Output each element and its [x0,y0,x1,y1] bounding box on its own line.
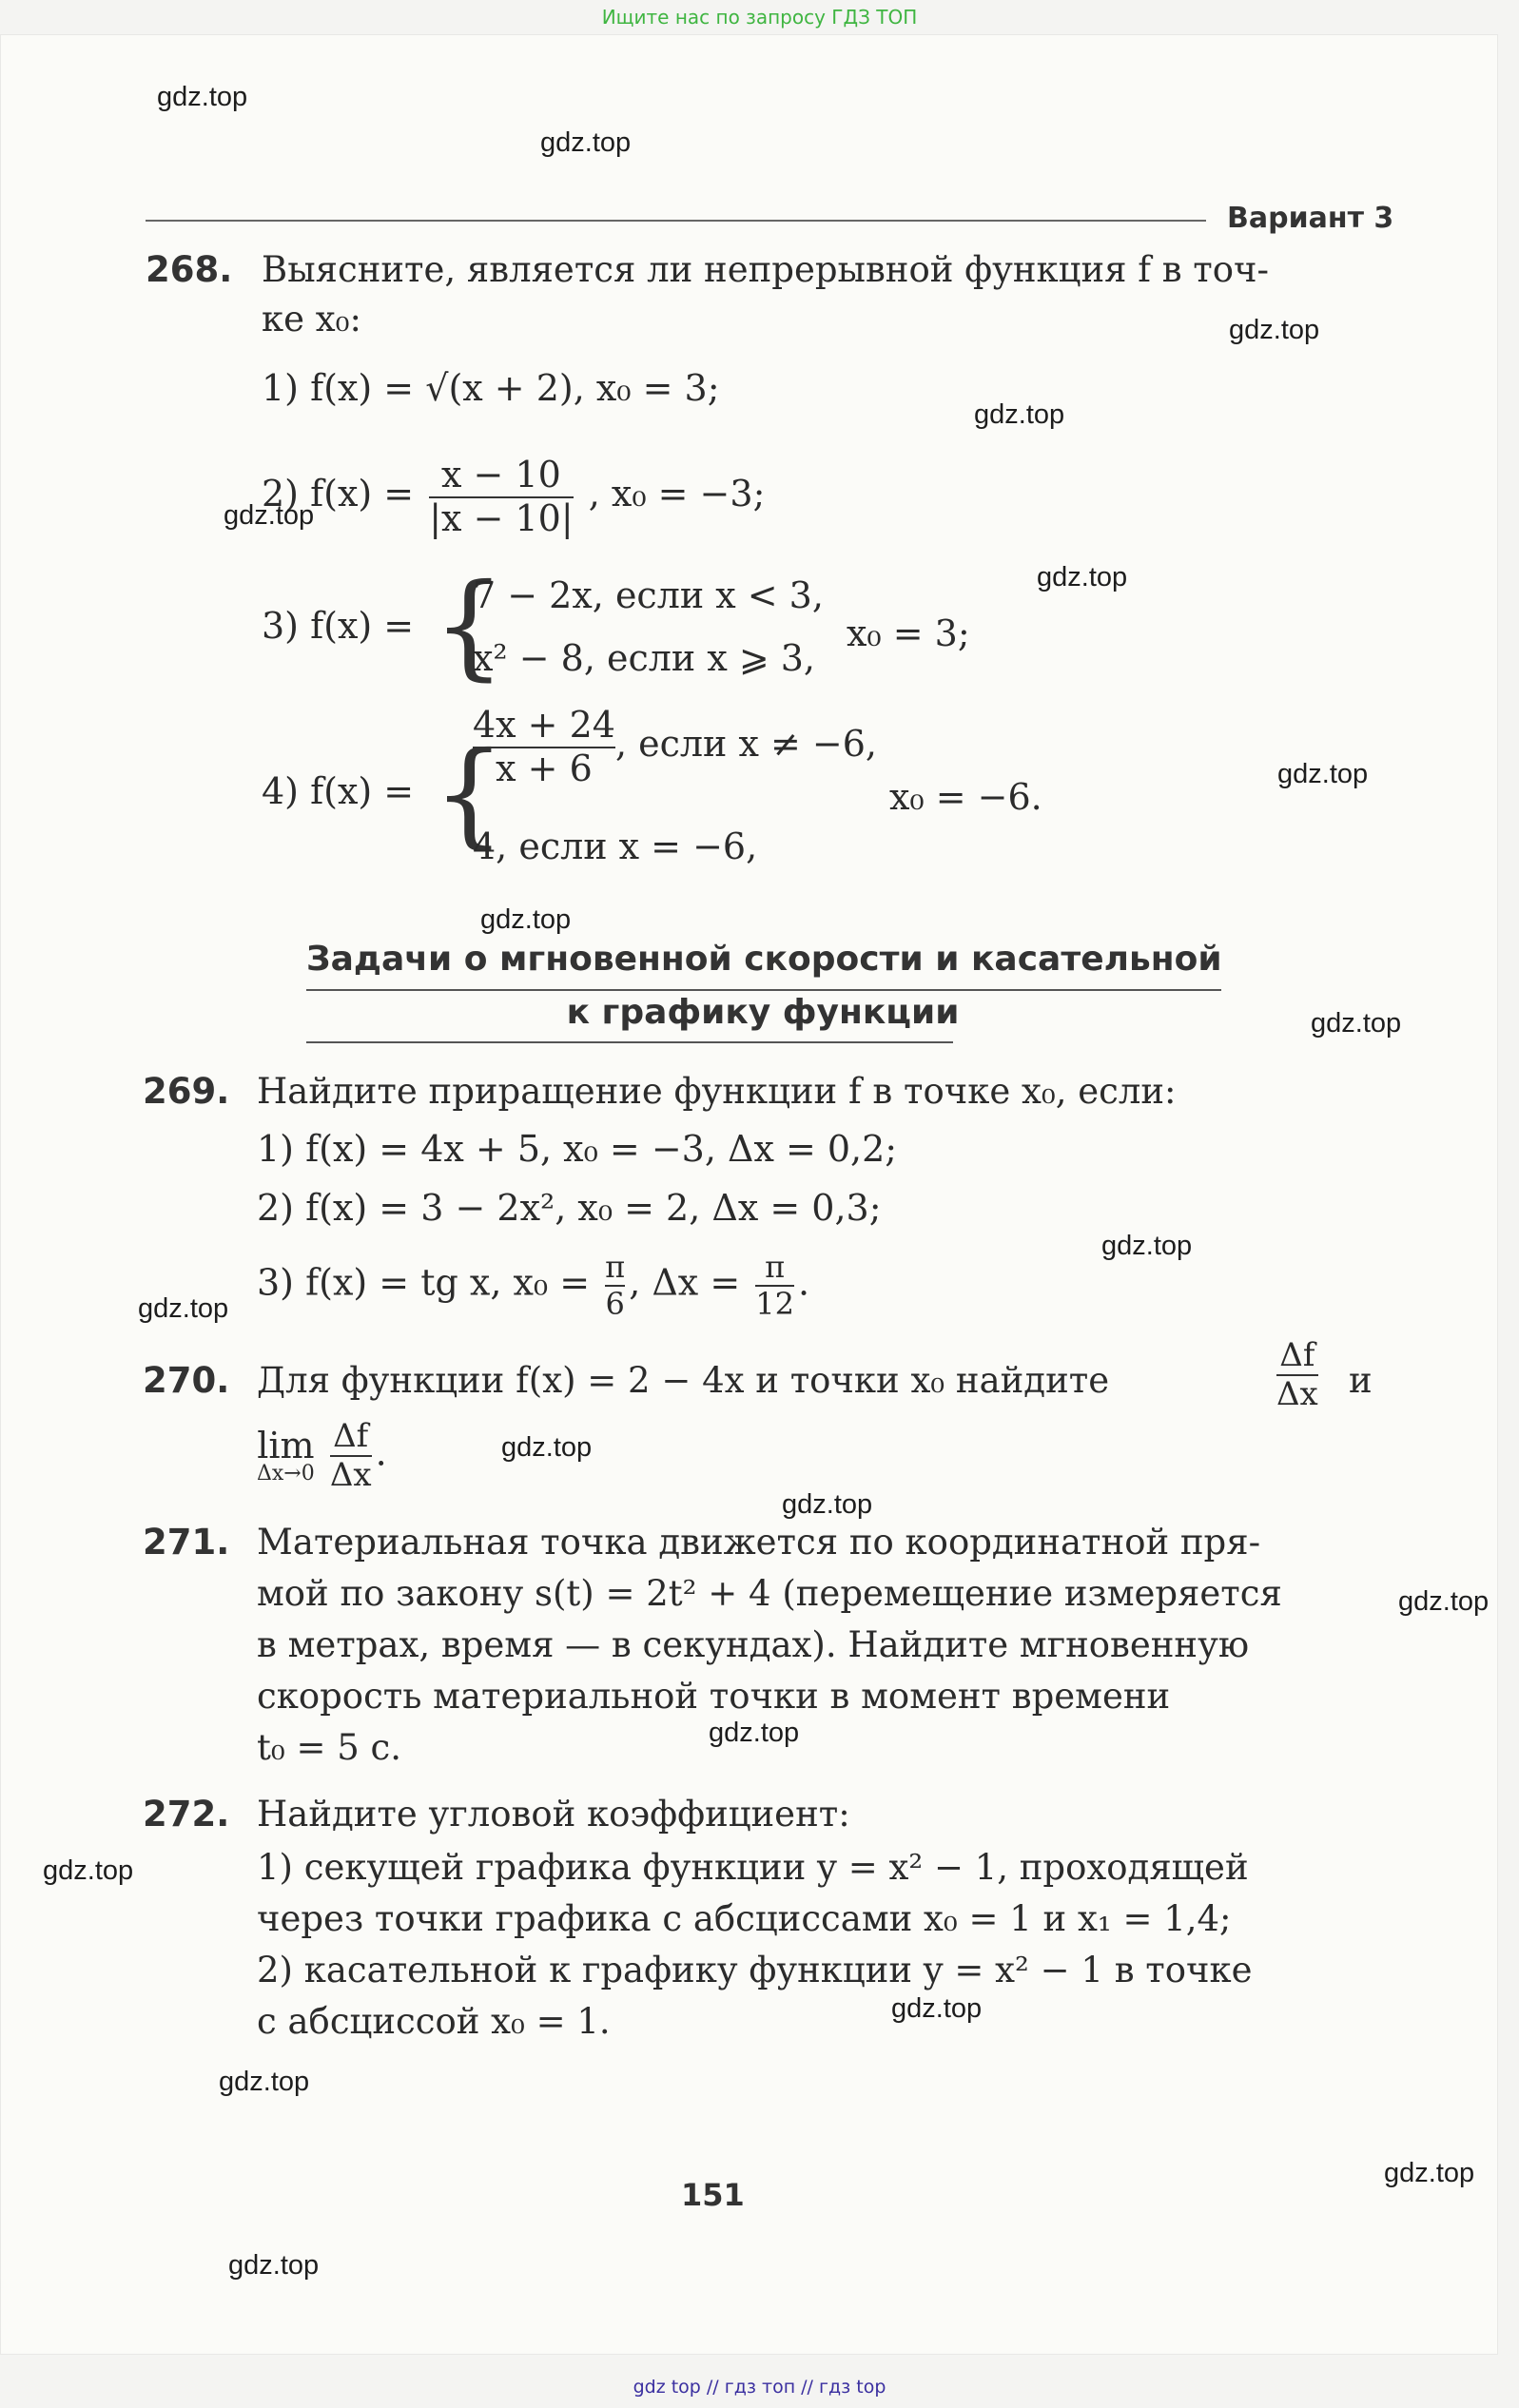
conjunction: и [1349,1360,1373,1401]
brace: { [433,560,506,692]
section-title: Задачи о мгновенной скорости и касательной [306,940,1222,979]
header-rule [146,220,1206,222]
case-1: 7 − 2x, если x < 3, [473,574,824,616]
watermark: gdz.top [974,399,1065,430]
brace: { [433,728,506,861]
watermark: gdz.top [228,2250,320,2281]
watermark: gdz.top [43,1855,134,1886]
item-2: 2) касательной к графику функции y = x² − 1 в точке [257,1950,1253,1990]
problem-text: Найдите приращение функции f в точке x₀, если: [257,1071,1177,1112]
problem-text: Материальная точка движется по координатной пря- [257,1522,1261,1563]
problem-text: t₀ = 5 с. [257,1727,402,1768]
top-banner[interactable]: Ищите нас по запросу ГДЗ ТОП [601,6,918,29]
watermark: gdz.top [1229,315,1320,345]
problem-text: Выясните, является ли непрерывной функция f в точ- [262,249,1269,290]
watermark: gdz.top [501,1432,593,1463]
watermark: gdz.top [709,1718,800,1748]
case-1: $\frac{4x + 24}{x + 6}$ , если x ≠ −6, [473,704,877,789]
limit-expression: lim Δx→0 $\frac{\Delta f}{\Delta x}$ . [257,1417,387,1495]
item-3-tail: x₀ = 3; [847,612,970,654]
item-2: 2) f(x) = 3 − 2x², x₀ = 2, Δx = 0,3; [257,1187,882,1229]
item-3: 3) f(x) = tg x, x₀ = $\frac{\pi}{6}$ , Δx = $\frac{\pi}{12}$ . [257,1249,810,1322]
problem-text: Для функции f(x) = 2 − 4x и точки x₀ найдите [257,1360,1110,1401]
item-1: 1) f(x) = 4x + 5, x₀ = −3, Δx = 0,2; [257,1128,898,1170]
problem-text: Найдите угловой коэффициент: [257,1794,850,1835]
problem-text: ке x₀: [262,299,361,340]
variant-header: Вариант 3 [1227,202,1394,235]
watermark: gdz.top [1277,759,1369,789]
item-1: 1) f(x) = √(x + 2), x₀ = 3; [262,367,720,409]
fraction: $\frac{\Delta f}{\Delta x}$ [1276,1336,1318,1414]
watermark: gdz.top [891,1993,983,2024]
case-2: x² − 8, если x ⩾ 3, [473,637,815,679]
problem-text: в метрах, время — в секундах). Найдите мгновенную [257,1624,1250,1665]
problem-text: мой по закону s(t) = 2t² + 4 (перемещение измеряется [257,1573,1282,1614]
item-4-tail: x₀ = −6. [889,776,1042,818]
watermark: gdz.top [1384,2158,1475,2188]
watermark: gdz.top [219,2067,310,2097]
case-2: 4, если x = −6, [473,825,758,867]
bottom-banner[interactable]: gdz top // гдз топ // гдз top [633,2377,886,2398]
item-3-label: 3) f(x) = [262,605,415,647]
watermark: gdz.top [224,500,315,531]
item-4-label: 4) f(x) = [262,770,415,812]
page-number: 151 [681,2177,745,2213]
item-2-cont: с абсциссой x₀ = 1. [257,2001,611,2042]
watermark: gdz.top [1311,1008,1402,1039]
watermark: gdz.top [782,1489,873,1520]
problem-number: 272. [143,1794,230,1835]
section-rule [306,989,1221,991]
problem-number: 271. [143,1522,230,1563]
watermark: gdz.top [540,127,632,158]
section-title: к графику функции [566,993,960,1032]
item-1-cont: через точки графика с абсциссами x₀ = 1 и x₁ = 1,4; [257,1898,1232,1939]
watermark: gdz.top [138,1293,229,1324]
watermark: gdz.top [1398,1586,1490,1617]
section-rule [306,1041,953,1043]
watermark: gdz.top [157,82,248,112]
watermark: gdz.top [1101,1231,1193,1261]
item-2: 2) f(x) = $\frac{x - 10}{|x - 10|}$ , x₀ = −3; [262,454,766,539]
problem-number: 269. [143,1071,230,1112]
problem-text: скорость материальной точки в момент времени [257,1676,1171,1717]
watermark: gdz.top [480,904,572,935]
item-1: 1) секущей графика функции y = x² − 1, проходящей [257,1847,1249,1888]
problem-number: 270. [143,1360,230,1401]
watermark: gdz.top [1037,562,1128,592]
problem-number: 268. [146,249,233,290]
book-page [0,34,1498,2355]
